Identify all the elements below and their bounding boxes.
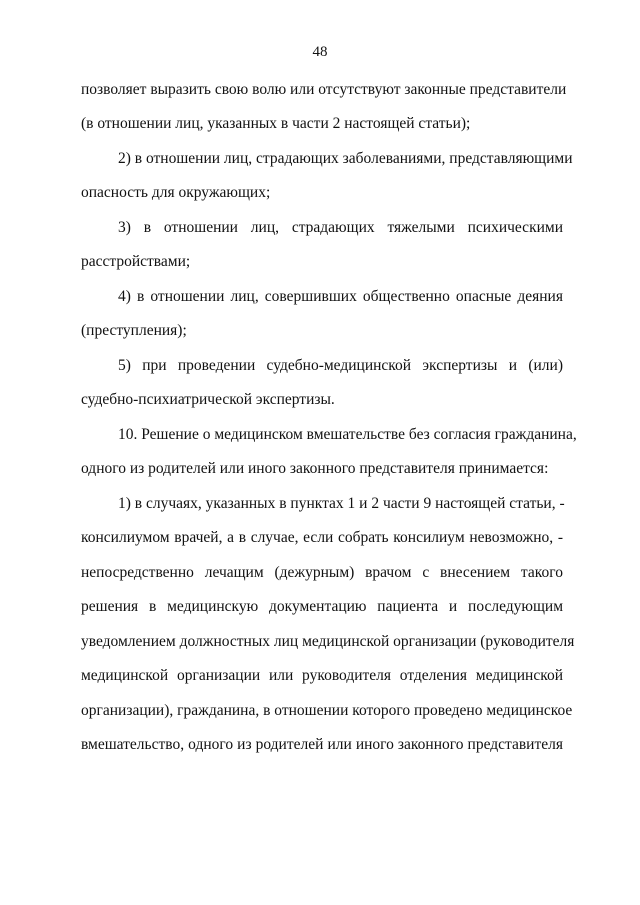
text-line: судебно-психиатрической экспертизы. xyxy=(81,391,335,408)
text-line: 1) в случаях, указанных в пунктах 1 и 2 части 9 настоящей статьи, - xyxy=(118,495,565,512)
text-line: одного из родителей или иного законного представителя принимается: xyxy=(81,460,549,477)
text-line: консилиумом врачей, а в случае, если собрать консилиум невозможно, - xyxy=(81,529,563,546)
text-line: 2) в отношении лиц, страдающих заболеваниями, представляющими xyxy=(118,150,573,167)
text-line: опасность для окружающих; xyxy=(81,184,271,201)
text-line: 10. Решение о медицинском вмешательстве без согласия гражданина, xyxy=(118,426,577,443)
text-line: вмешательство, одного из родителей или иного законного представителя xyxy=(81,736,563,753)
text-line: непосредственно лечащим (дежурным) врачом с внесением такого xyxy=(81,564,563,581)
text-line: 5) при проведении судебно-медицинской экспертизы и (или) xyxy=(118,357,563,374)
text-line: 3) в отношении лиц, страдающих тяжелыми психическими xyxy=(118,219,563,236)
page-number: 48 xyxy=(312,44,328,60)
text-line: расстройствами; xyxy=(81,253,191,270)
text-line: организации), гражданина, в отношении которого проведено медицинское xyxy=(81,702,573,719)
text-line: (в отношении лиц, указанных в части 2 настоящей статьи); xyxy=(81,115,471,132)
text-line: медицинской организации или руководителя отделения медицинской xyxy=(81,667,563,684)
text-line: позволяет выразить свою волю или отсутствуют законные представители xyxy=(81,81,567,98)
text-line: уведомлением должностных лиц медицинской организации (руководителя xyxy=(81,633,575,650)
text-line: 4) в отношении лиц, совершивших общественно опасные деяния xyxy=(118,288,563,305)
text-line: (преступления); xyxy=(81,322,187,339)
text-line: решения в медицинскую документацию пациента и последующим xyxy=(81,598,563,615)
